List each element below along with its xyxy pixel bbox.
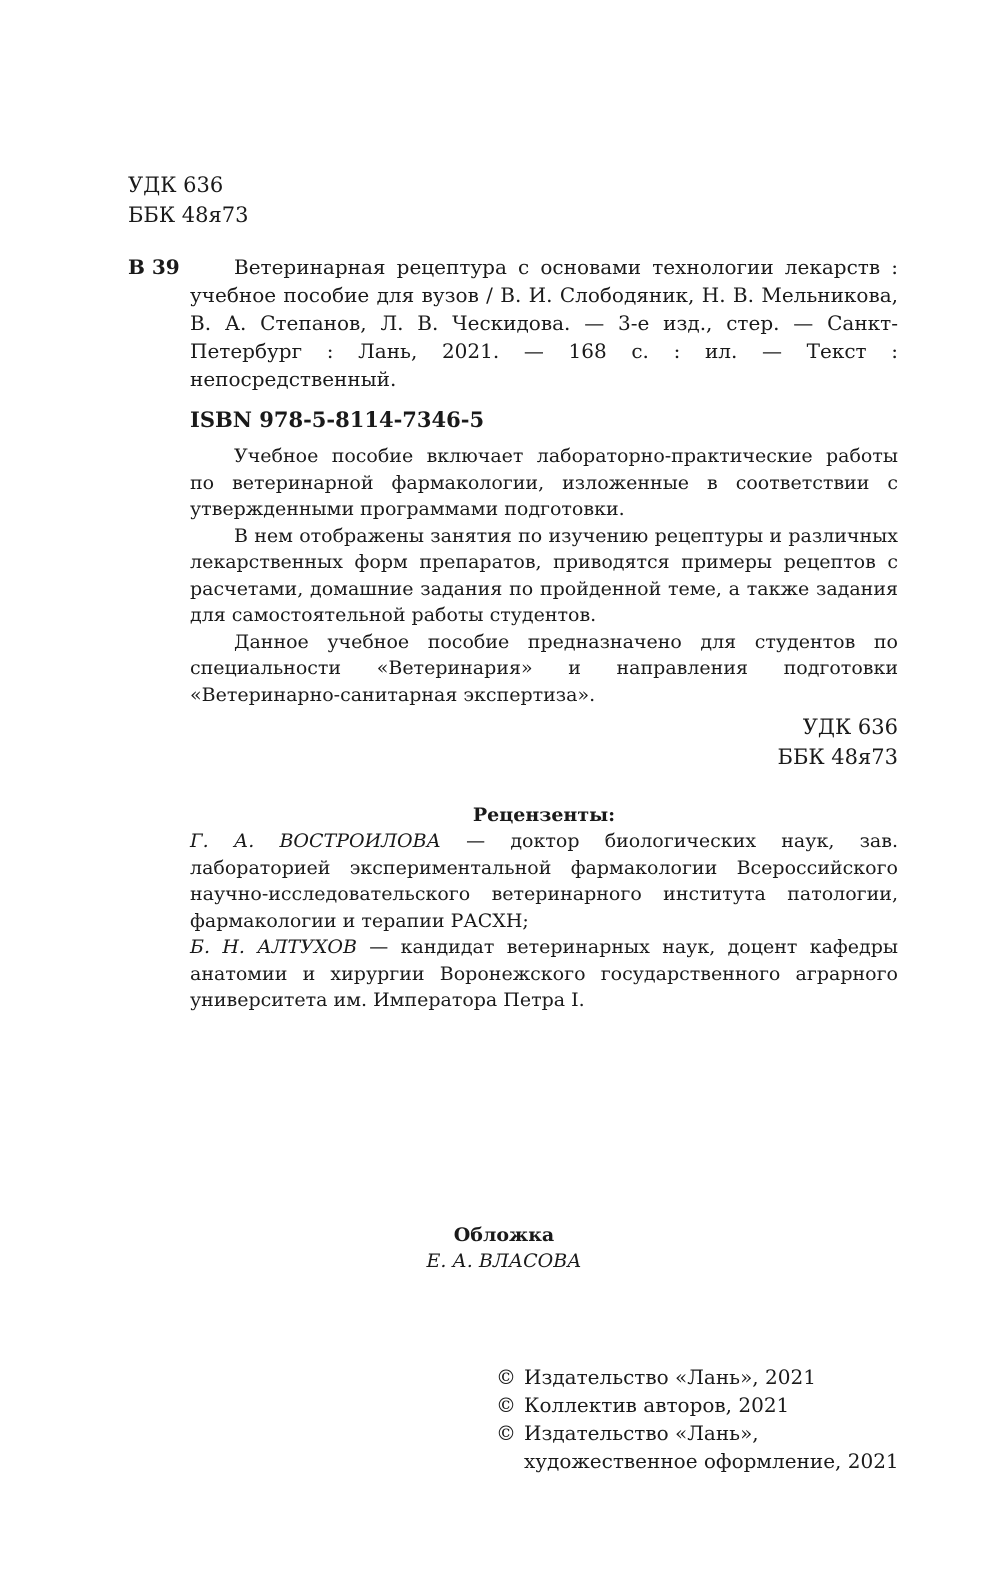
reviewer-name: Г. А. ВОСТРОИЛОВА bbox=[190, 830, 441, 852]
classification-footer bbox=[778, 712, 898, 772]
copyright-icon: © bbox=[496, 1421, 516, 1445]
cover-designer: Е. А. ВЛАСОВА bbox=[426, 1250, 582, 1272]
abstract-paragraph: Учебное пособие включает лабораторно-практические работы по ветеринарной фармакологии, изложенные в соответствии с утвержденными программами подготовки. bbox=[190, 445, 898, 520]
cover-credit bbox=[0, 1222, 1008, 1274]
bbk-code: ББК 48я73 bbox=[128, 203, 249, 227]
copyright-text: Издательство «Лань», bbox=[524, 1421, 759, 1445]
udk-code: УДК 636 bbox=[802, 715, 898, 739]
reviewer-entry bbox=[190, 934, 898, 1014]
reviewer-name: Б. Н. АЛТУХОВ bbox=[190, 936, 357, 958]
copyright-continuation: художественное оформление, 2021 bbox=[524, 1449, 899, 1473]
abstract-paragraph: В нем отображены занятия по изучению рецептуры и различных лекарственных форм препаратов, приводятся примеры рецептов с расчетами, домашние задания по пройденной теме, а также задания для самостоятельной работы студентов. bbox=[190, 524, 898, 626]
copyright-icon: © bbox=[496, 1393, 516, 1417]
reviewer-entry bbox=[190, 828, 898, 934]
bbk-code: ББК 48я73 bbox=[777, 745, 898, 769]
reviewer-description: — кандидат ветеринарных наук, доцент кафедры анатомии и хирургии Воронежского государственного аграрного университета им. Императора Петра I. bbox=[190, 936, 898, 1011]
author-mark: В 39 bbox=[128, 255, 180, 279]
copyright-icon: © bbox=[496, 1365, 516, 1389]
abstract bbox=[190, 443, 898, 708]
udk-code: УДК 636 bbox=[128, 173, 224, 197]
copyright-line bbox=[496, 1391, 899, 1419]
copyright-line bbox=[496, 1363, 899, 1391]
bibliographic-record: Ветеринарная рецептура с основами технологии лекарств : учебное пособие для вузов / В. И. Слободяник, Н. В. Мельникова, В. А. Степанов, Л. В. Ческидова. — 3-е изд., стер. — Санкт-Петербург : Лань, 2021. — 168 с. : ил. — Текст : непосредственный. bbox=[190, 255, 898, 391]
isbn: ISBN 978-5-8114-7346-5 bbox=[190, 407, 485, 432]
reviewers-section bbox=[190, 802, 898, 1014]
abstract-paragraph: Данное учебное пособие предназначено для студентов по специальности «Ветеринария» и направления подготовки «Ветеринарно-санитарная экспертиза». bbox=[190, 630, 898, 706]
catalog-card-body bbox=[190, 253, 898, 708]
reviewer-description: — доктор биологических наук, зав. лабораторией экспериментальной фармакологии Всероссийского научно-исследовательского ветеринарного института патологии, фармакологии и терапии РАСХН; bbox=[190, 830, 898, 932]
copyright-notices bbox=[496, 1363, 899, 1475]
reviewers-title: Рецензенты: bbox=[472, 804, 616, 826]
copyright-text: Издательство «Лань», 2021 bbox=[524, 1365, 816, 1389]
cover-title: Обложка bbox=[453, 1224, 555, 1246]
classification-header bbox=[128, 170, 248, 230]
copyright-text: Коллектив авторов, 2021 bbox=[524, 1393, 790, 1417]
copyright-line bbox=[496, 1419, 899, 1447]
